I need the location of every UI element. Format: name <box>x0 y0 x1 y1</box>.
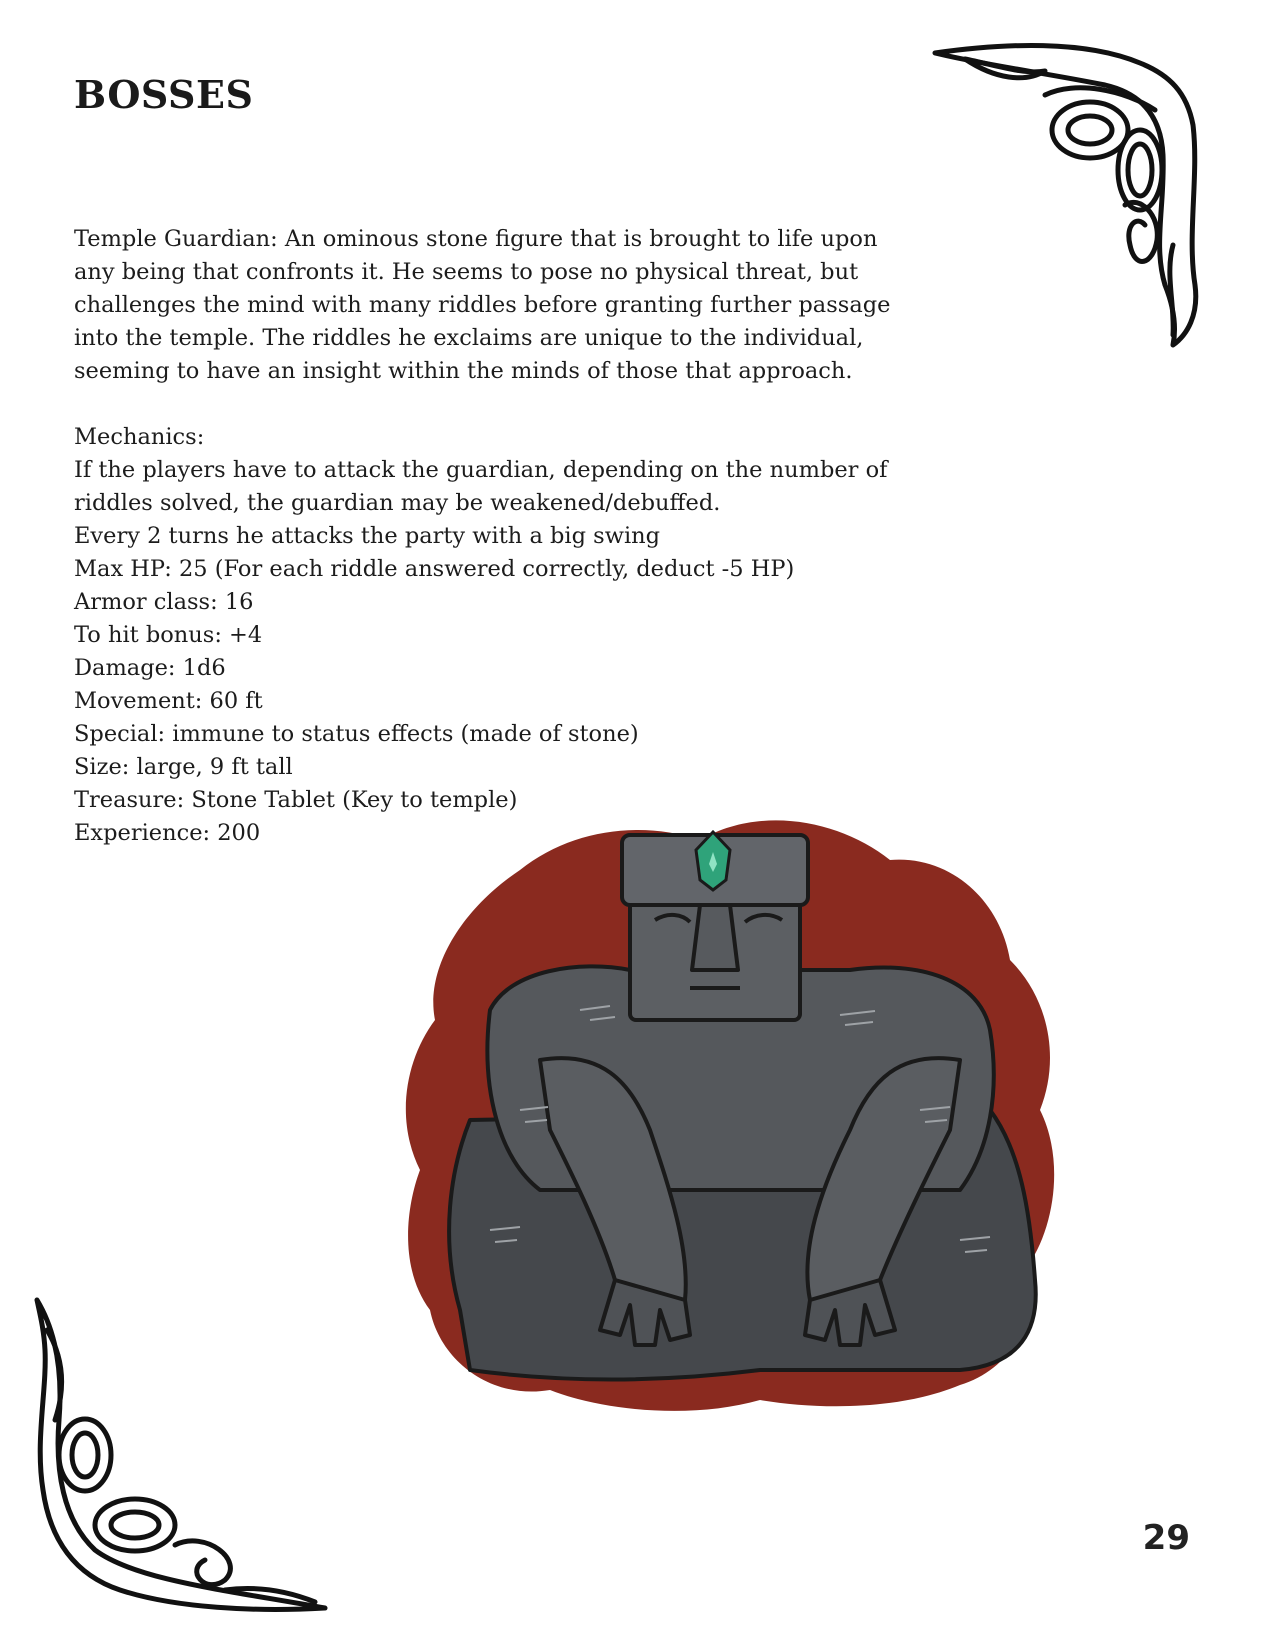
damage-line: Damage: 1d6 <box>74 655 226 681</box>
size-line: Size: large, 9 ft tall <box>74 754 293 780</box>
body-text <box>74 223 914 850</box>
mechanics-heading: Mechanics: <box>74 424 205 450</box>
mechanics-line: If the players have to attack the guardian, depending on the number of <box>74 457 888 483</box>
treasure-line: Treasure: Stone Tablet (Key to temple) <box>74 787 518 813</box>
celtic-knot-corner-icon <box>925 35 1225 355</box>
description-line: challenges the mind with many riddles before granting further passage <box>74 292 891 318</box>
stone-guardian-illustration <box>400 810 1100 1430</box>
description-line: Temple Guardian: An ominous stone figure that is brought to life upon <box>74 226 878 252</box>
paragraph-gap <box>74 388 914 421</box>
experience-line: Experience: 200 <box>74 820 261 846</box>
mechanics-line: Every 2 turns he attacks the party with a big swing <box>74 523 661 549</box>
guardian-nose <box>692 905 738 970</box>
max-hp-line: Max HP: 25 (For each riddle answered correctly, deduct -5 HP) <box>74 556 795 582</box>
celtic-knot-corner-icon <box>25 1290 345 1620</box>
page-title: BOSSES <box>74 72 254 117</box>
description-line: seeming to have an insight within the minds of those that approach. <box>74 358 853 384</box>
description-line: into the temple. The riddles he exclaims are unique to the individual, <box>74 325 864 351</box>
armor-class-line: Armor class: 16 <box>74 589 254 615</box>
page-number: 29 <box>1142 1518 1190 1558</box>
movement-line: Movement: 60 ft <box>74 688 263 714</box>
mechanics-line: riddles solved, the guardian may be weakened/debuffed. <box>74 490 721 516</box>
description-line: any being that confronts it. He seems to pose no physical threat, but <box>74 259 859 285</box>
to-hit-line: To hit bonus: +4 <box>74 622 263 648</box>
special-line: Special: immune to status effects (made of stone) <box>74 721 639 747</box>
